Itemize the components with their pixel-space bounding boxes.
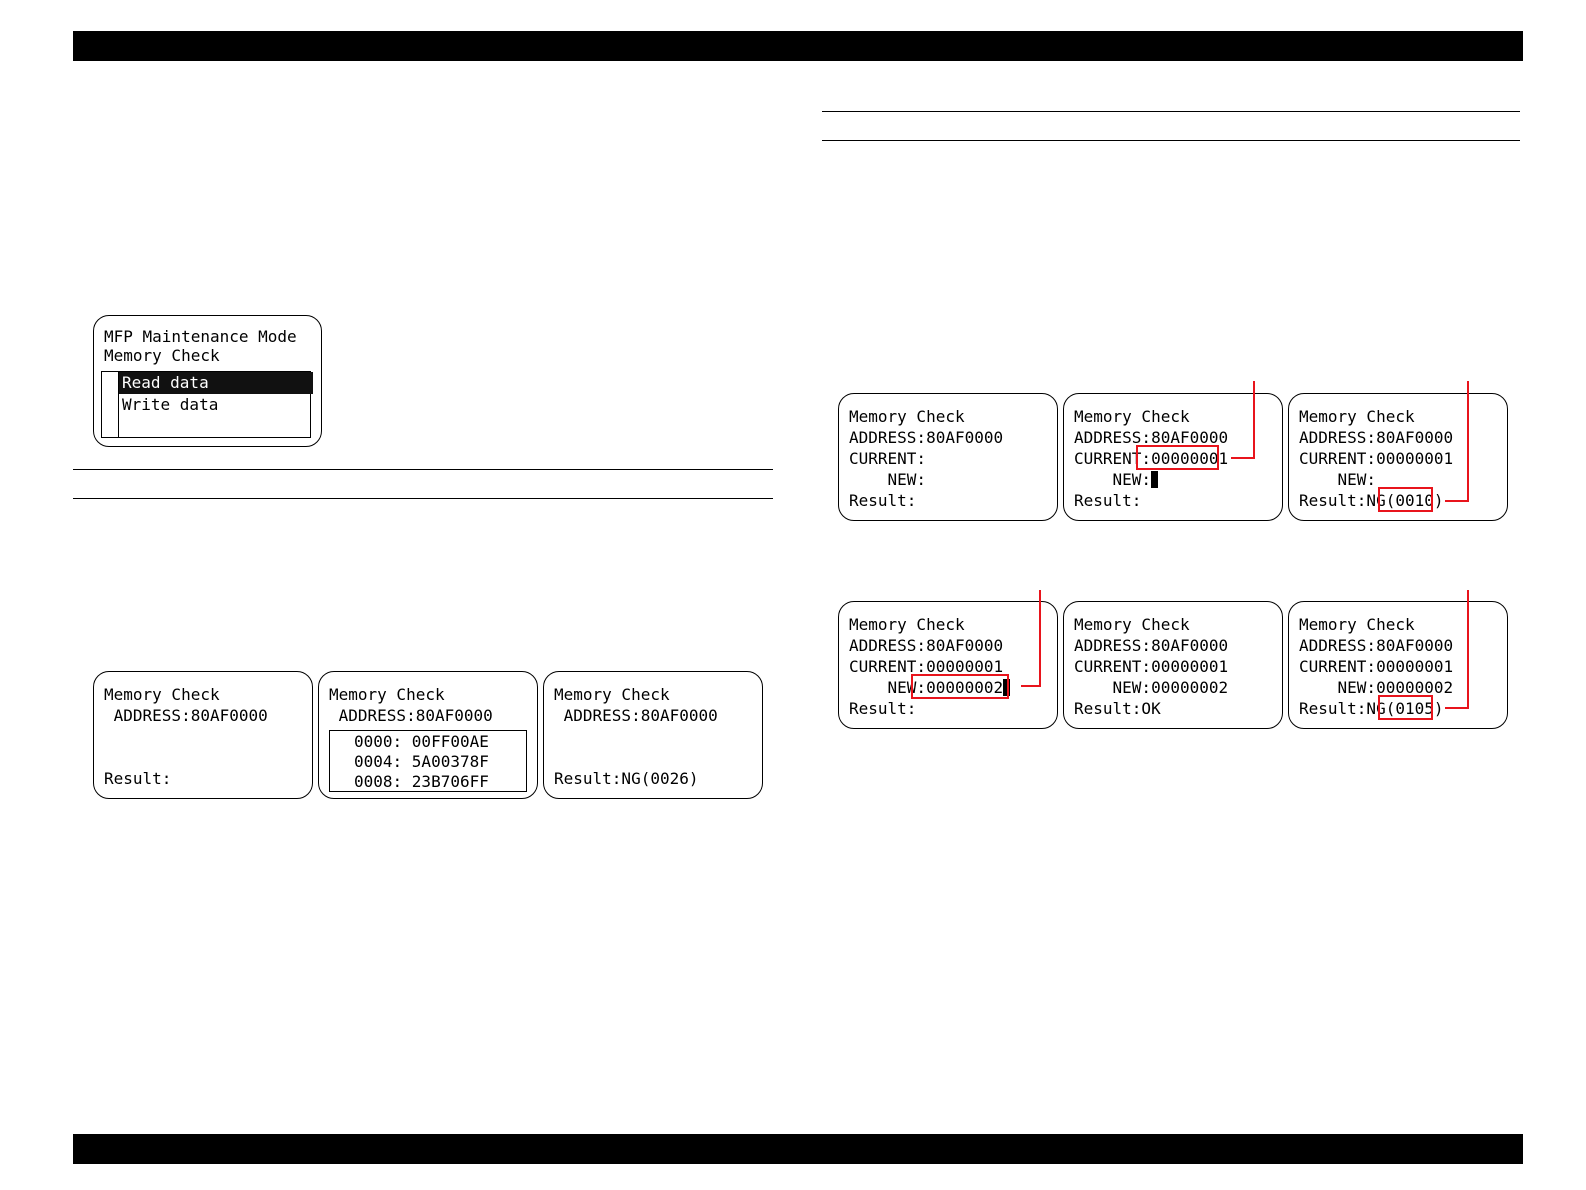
- result-line: Result:: [104, 769, 172, 788]
- table-rule: [73, 498, 773, 499]
- callout-leader-horizontal: [1445, 707, 1469, 709]
- current-line: CURRENT:: [849, 449, 927, 468]
- menu-item-write-data[interactable]: Write data: [122, 395, 219, 414]
- table-rule: [73, 469, 773, 470]
- new-line: NEW:: [849, 470, 927, 489]
- read-screen-3: [543, 671, 763, 799]
- address-line: ADDRESS:80AF0000: [1299, 428, 1454, 447]
- callout-highlight-box: [911, 674, 1009, 699]
- read-screen-2: [318, 671, 538, 799]
- screen-title: Memory Check: [1299, 615, 1415, 634]
- address-line: ADDRESS:80AF0000: [104, 706, 268, 725]
- menu-title: MFP Maintenance Mode: [104, 327, 297, 346]
- callout-leader-horizontal: [1021, 685, 1041, 687]
- address-line: ADDRESS:80AF0000: [554, 706, 718, 725]
- write-screen-1: [838, 393, 1058, 521]
- menu-item-read-data[interactable]: Read data: [119, 372, 313, 394]
- screen-title: Memory Check: [849, 615, 965, 634]
- result-line: Result:NG(0026): [554, 769, 699, 788]
- result-line: Result:: [849, 699, 917, 718]
- screen-title: Memory Check: [554, 685, 670, 704]
- callout-leader-vertical: [1039, 590, 1041, 687]
- address-line: ADDRESS:80AF0000: [1074, 636, 1229, 655]
- callout-highlight-box: [1378, 487, 1433, 512]
- read-screen-1: [93, 671, 313, 799]
- memory-dump: [329, 730, 527, 792]
- callout-leader-horizontal: [1231, 457, 1255, 459]
- address-line: ADDRESS:80AF0000: [849, 636, 1004, 655]
- current-line: CURRENT:00000001: [1074, 449, 1229, 468]
- new-line: NEW:00000002: [1299, 678, 1454, 697]
- new-value: NEW:00000002: [849, 678, 1004, 697]
- callout-leader-vertical: [1467, 590, 1469, 709]
- write-screen-4: [838, 601, 1058, 729]
- result-line: Result:: [1074, 491, 1142, 510]
- text-cursor: [1151, 471, 1158, 488]
- screen-title: Memory Check: [104, 685, 220, 704]
- screen-title: Memory Check: [1074, 407, 1190, 426]
- result-line: Result:NG(0010): [1299, 491, 1444, 510]
- maintenance-menu-screen: [93, 315, 322, 447]
- dump-line: 0000: 00FF00AE: [354, 732, 489, 751]
- menu-list: [101, 371, 311, 438]
- current-line: CURRENT:00000001: [1299, 657, 1454, 676]
- current-line: CURRENT:00000001: [1074, 657, 1229, 676]
- callout-leader-vertical: [1467, 381, 1469, 502]
- menu-subtitle: Memory Check: [104, 346, 220, 365]
- result-line: Result:NG(0105): [1299, 699, 1444, 718]
- result-line: Result:: [849, 491, 917, 510]
- new-line: NEW:: [1299, 470, 1377, 489]
- page-footer-bar: [73, 1134, 1523, 1164]
- callout-leader-vertical: [1253, 381, 1255, 459]
- new-line: NEW:00000002: [1074, 678, 1229, 697]
- page-header-bar: [73, 31, 1523, 61]
- address-line: ADDRESS:80AF0000: [849, 428, 1004, 447]
- address-line: ADDRESS:80AF0000: [1074, 428, 1229, 447]
- address-line: ADDRESS:80AF0000: [329, 706, 493, 725]
- screen-title: Memory Check: [1074, 615, 1190, 634]
- write-screen-6: [1288, 601, 1508, 729]
- write-screen-5: [1063, 601, 1283, 729]
- current-line: CURRENT:00000001: [1299, 449, 1454, 468]
- current-line: CURRENT:00000001: [849, 657, 1004, 676]
- callout-highlight-box: [1136, 445, 1219, 470]
- screen-title: Memory Check: [849, 407, 965, 426]
- callout-leader-horizontal: [1445, 500, 1469, 502]
- address-line: ADDRESS:80AF0000: [1299, 636, 1454, 655]
- new-line: [1074, 469, 1158, 490]
- table-rule: [822, 140, 1520, 141]
- new-label: NEW:: [1074, 470, 1152, 489]
- result-line: Result:OK: [1074, 699, 1161, 718]
- write-screen-3: [1288, 393, 1508, 521]
- dump-line: 0004: 5A00378F: [354, 752, 489, 771]
- dump-line: 0008: 23B706FF: [354, 772, 489, 791]
- screen-title: Memory Check: [329, 685, 445, 704]
- table-rule: [822, 111, 1520, 112]
- callout-highlight-box: [1378, 695, 1433, 720]
- screen-title: Memory Check: [1299, 407, 1415, 426]
